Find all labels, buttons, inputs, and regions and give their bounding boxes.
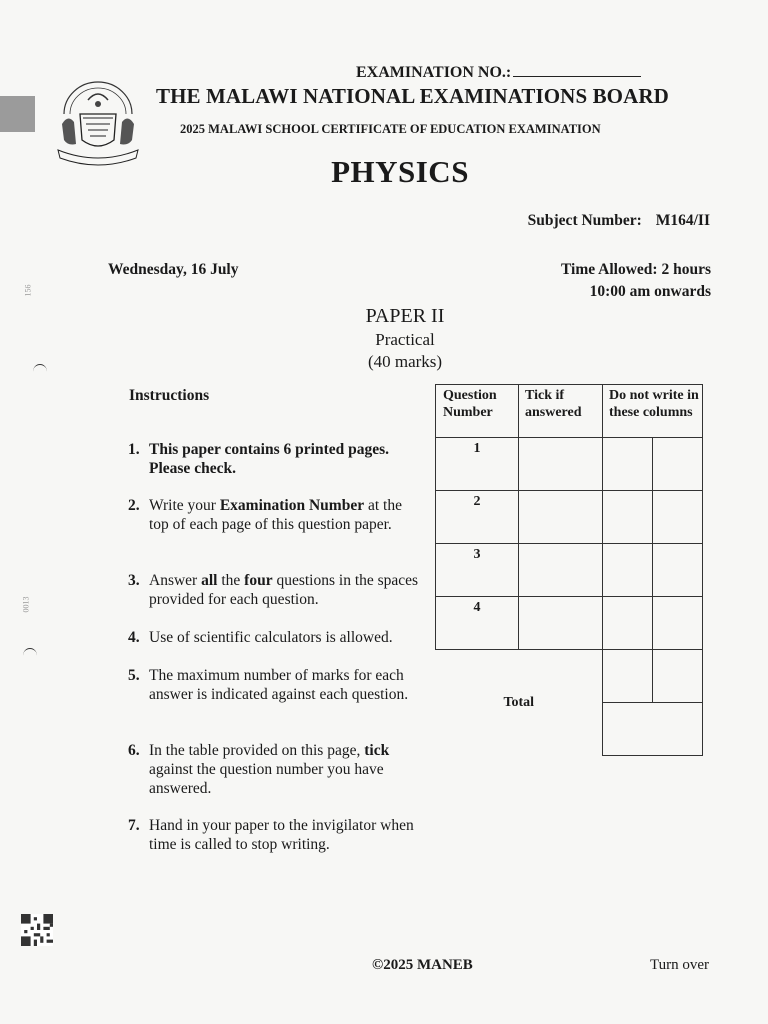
instruction-item: 1. This paper contains 6 printed pages. Please check. (128, 441, 390, 477)
time-allowed: Time Allowed: 2 hours (561, 261, 711, 278)
tick-cell[interactable] (519, 438, 603, 491)
qr-code (20, 914, 54, 946)
copyright: ©2025 MANEB (372, 957, 473, 973)
instructions-heading: Instructions (129, 387, 210, 404)
instruction-item: 7. Hand in your paper to the invigilator when time is called to stop writing. (128, 817, 414, 853)
examiner-cell (653, 597, 703, 650)
instruction-item: 3. Answer all the four questions in the spaces provided for each question. (128, 572, 419, 608)
margin-mark: 0013 (21, 596, 31, 613)
examiner-cell (653, 544, 703, 597)
paper-marks: (40 marks) (367, 352, 443, 371)
question-number-cell: 4 (436, 597, 519, 650)
instruction-item: 5. The maximum number of marks for each answer is indicated against each question. (128, 667, 409, 703)
total-cell (653, 650, 703, 703)
paper-title: PAPER II (365, 305, 445, 327)
examiner-cell (603, 544, 653, 597)
start-time: 10:00 am onwards (589, 283, 711, 300)
total-label: Total (436, 650, 603, 756)
margin-mark: 156 (23, 284, 33, 297)
column-header-do-not-write: Do not write in these columns (603, 385, 703, 438)
tick-cell[interactable] (519, 544, 603, 597)
examination-number-field[interactable] (356, 62, 641, 82)
answer-tracking-table (435, 384, 703, 756)
subject-number-label: Subject Number: (527, 212, 642, 229)
examiner-cell (603, 597, 653, 650)
maneb-coat-of-arms-logo (50, 74, 146, 166)
examination-number-label: EXAMINATION NO.: (356, 64, 512, 81)
scan-edge-tab (0, 96, 35, 132)
instruction-item: 4. Use of scientific calculators is allowed. (128, 629, 393, 646)
tick-cell[interactable] (519, 491, 603, 544)
examiner-cell (603, 438, 653, 491)
examination-number-line[interactable] (513, 62, 641, 77)
total-cell (603, 703, 703, 756)
exam-date: Wednesday, 16 July (108, 261, 239, 278)
hole-punch-mark (23, 648, 37, 663)
question-number-cell: 3 (436, 544, 519, 597)
total-cell (603, 650, 653, 703)
question-number-cell: 2 (436, 491, 519, 544)
subject-title: PHYSICS (331, 154, 469, 189)
certificate-title: 2025 MALAWI SCHOOL CERTIFICATE OF EDUCATION EXAMINATION (180, 122, 601, 136)
board-title: THE MALAWI NATIONAL EXAMINATIONS BOARD (156, 84, 669, 108)
examiner-cell (653, 438, 703, 491)
examiner-cell (603, 491, 653, 544)
column-header-question: Question Number (436, 385, 519, 438)
tick-cell[interactable] (519, 597, 603, 650)
instruction-item: 6. In the table provided on this page, tick against the question number you have answered. (128, 742, 390, 797)
examiner-cell (653, 491, 703, 544)
turn-over-note: Turn over (650, 957, 710, 973)
subject-number: M164/II (655, 212, 710, 229)
column-header-tick: Tick if answered (519, 385, 603, 438)
subject-number-line (528, 212, 710, 230)
paper-type: Practical (375, 330, 435, 349)
question-number-cell: 1 (436, 438, 519, 491)
instruction-item: 2. Write your Examination Number at the top of each page of this question paper. (128, 497, 402, 533)
